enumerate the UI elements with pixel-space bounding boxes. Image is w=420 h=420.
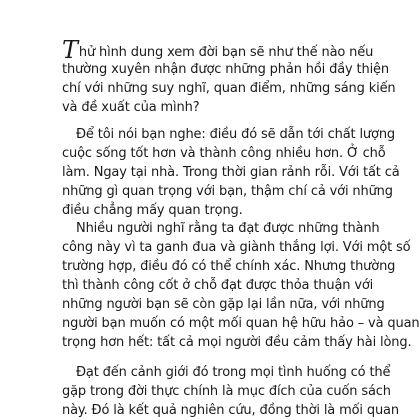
paragraph-line: Để tôi nói bạn nghe: điều đó sẽ dẫn tới chất lượng — [76, 127, 396, 142]
paragraph-line — [62, 36, 374, 64]
paragraph-line: thì thành công cốt ở chỗ đạt được thỏa thuận với — [62, 278, 374, 293]
paragraph-line: trọng hơn hết: tất cả mọi người đều cảm thấy hài lòng. — [62, 335, 412, 350]
paragraph-line: Đạt đến cảnh giới đó trong mọi tình huống có thể — [76, 365, 391, 380]
paragraph-line: công này vì ta ganh đua và giành thắng lợi. Với một số — [62, 240, 411, 255]
paragraph-2 — [62, 125, 400, 220]
paragraph-line-text: hử hình dung xem đời bạn sẽ như thế nào nếu — [78, 45, 374, 60]
paragraph-1 — [62, 36, 396, 117]
paragraph-line: này. Đó là kết quả nghiên cứu, đồng thời là mối quan — [62, 403, 399, 418]
drop-cap: T — [62, 36, 78, 64]
paragraph-4 — [62, 363, 399, 420]
paragraph-line: thường xuyên nhận được những phản hồi đầy thiện — [62, 62, 389, 77]
paragraph-line: điều chẳng mấy quan trọng. — [62, 203, 243, 218]
paragraph-line: và đề xuất của mình? — [62, 100, 200, 115]
paragraph-line: Nhiều người nghĩ rằng ta đạt được những thành — [76, 221, 380, 236]
paragraph-line: những người bạn sẽ còn gặp lại lần nữa, với những — [62, 297, 385, 312]
paragraph-line: trường hợp, điều đó có thể chính xác. Nhưng thường — [62, 259, 396, 274]
paragraph-line: người bạn muốn có một mối quan hệ hữu hảo – và quan — [62, 316, 420, 331]
paragraph-line: chí với những suy nghĩ, quan điểm, những sáng kiến — [62, 81, 396, 96]
paragraph-line: gặp trong đời thực chính là mục đích của cuốn sách — [62, 384, 391, 399]
paragraph-3 — [62, 219, 420, 352]
paragraph-line: cuộc sống tốt hơn và thành công nhiều hơn. Ở chỗ — [62, 146, 386, 161]
paragraph-line: làm. Ngay tại nhà. Trong thời gian rảnh rỗi. Với tất cả — [62, 165, 400, 180]
paragraph-line: những gì quan trọng với bạn, thậm chí cả với những — [62, 184, 393, 199]
